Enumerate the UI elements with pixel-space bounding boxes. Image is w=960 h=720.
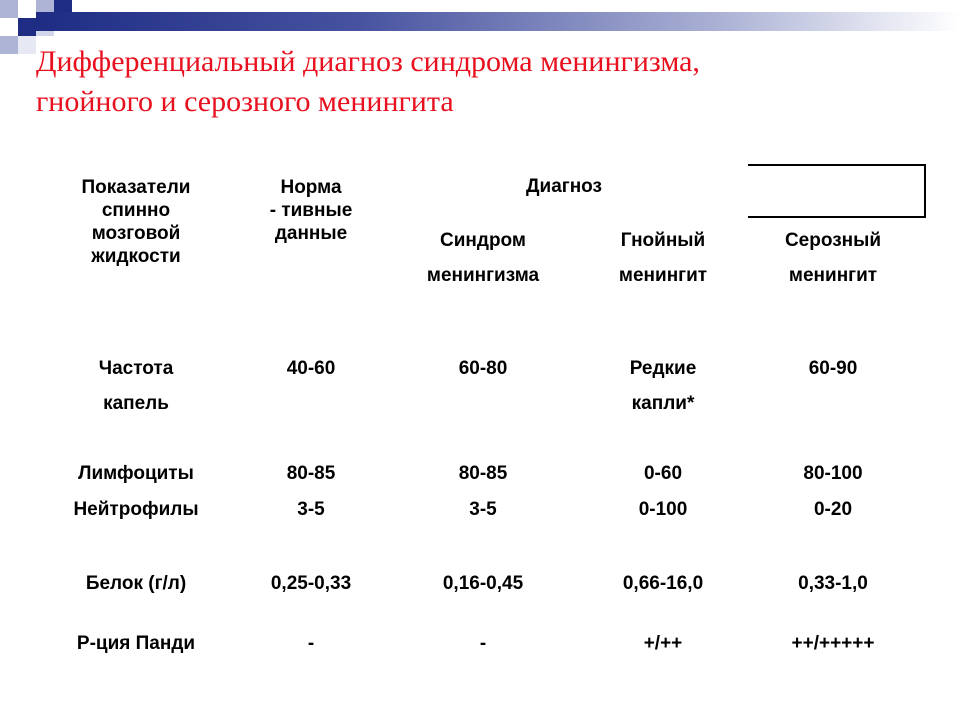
header-meningism: Синдром менингизма bbox=[426, 230, 540, 286]
header-empty-box bbox=[748, 164, 926, 218]
slide-title bbox=[36, 42, 936, 122]
title-line: гнойного и серозного менингита bbox=[36, 85, 454, 118]
row-label-cells: Лимфоциты Нейтрофилы bbox=[73, 463, 199, 520]
row-label-protein: Белок (г/л) bbox=[85, 573, 187, 594]
cell-cells-norm: 80-85 3-5 bbox=[286, 463, 336, 520]
row-label-drop-rate: Частота капель bbox=[98, 358, 174, 414]
cell-drop-rate-purulent: Редкие капли* bbox=[629, 358, 697, 414]
cell-pandy-meningism: - bbox=[479, 633, 487, 654]
decorative-header-bar bbox=[36, 12, 960, 31]
cell-drop-rate-serous: 60-90 bbox=[808, 358, 858, 379]
cell-pandy-serous: ++/+++++ bbox=[791, 633, 875, 654]
cell-pandy-norm: - bbox=[307, 633, 315, 654]
header-diagnosis: Диагноз bbox=[526, 176, 602, 197]
cell-cells-meningism: 80-85 3-5 bbox=[458, 463, 508, 520]
cell-drop-rate-norm: 40-60 bbox=[286, 358, 336, 379]
row-label-pandy: Р-ция Панди bbox=[76, 633, 196, 654]
title-line: Дифференциальный диагноз синдрома менингизма, bbox=[36, 45, 700, 78]
header-serous: Серозный менингит bbox=[784, 230, 882, 286]
cell-protein-meningism: 0,16-0,45 bbox=[442, 573, 524, 594]
cell-drop-rate-meningism: 60-80 bbox=[458, 358, 508, 379]
header-indicator: Показатели спинно мозговой жидкости bbox=[81, 177, 191, 267]
header-norm: Норма - тивные данные bbox=[269, 177, 353, 244]
cell-protein-purulent: 0,66-16,0 bbox=[622, 573, 704, 594]
header-purulent: Гнойный менингит bbox=[618, 230, 708, 286]
cell-protein-serous: 0,33-1,0 bbox=[798, 573, 868, 594]
cell-pandy-purulent: +/++ bbox=[643, 633, 683, 654]
cell-protein-norm: 0,25-0,33 bbox=[270, 573, 352, 594]
cell-cells-serous: 80-100 0-20 bbox=[803, 463, 863, 520]
cell-cells-purulent: 0-60 0-100 bbox=[638, 463, 688, 520]
